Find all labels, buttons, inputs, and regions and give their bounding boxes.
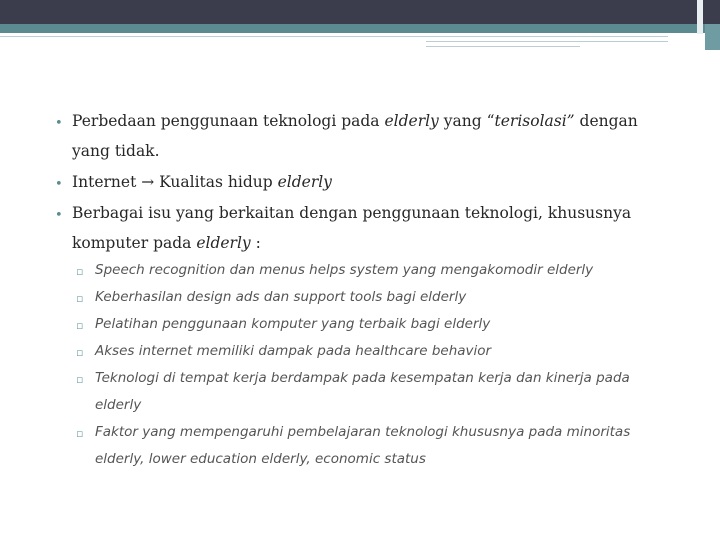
bullet-3-text: komputer pada [72,234,197,252]
bullet-1-text-mid: yang “ [438,112,495,130]
bullet-3-line-1: Berbagai isu yang berkaitan dengan penggunaan teknologi, khususnya [72,204,632,222]
bullet-2 [72,173,332,191]
square-bullet-icon: ▫ [76,292,84,305]
bullet-3-line-2 [72,234,261,252]
bullet-1-text-post: dengan [574,112,638,130]
bullet-3-text-post: : [250,234,261,252]
bullet-1-em-elderly: elderly [384,112,439,130]
bullet-marker: • [55,177,63,192]
bullet-1-line-1 [72,112,638,130]
square-bullet-icon: ▫ [76,427,84,440]
subbullet-4: Akses internet memiliki dampak pada healthcare behavior [95,343,492,359]
subbullet-5-line-2: elderly [95,397,142,413]
square-bullet-icon: ▫ [76,265,84,278]
bullet-3-em-elderly: elderly [196,234,251,252]
square-bullet-icon: ▫ [76,346,84,359]
bullet-2-em-elderly: elderly [277,173,332,191]
bullet-1-text: Perbedaan penggunaan teknologi pada [72,112,385,130]
bullet-2-text: Internet [72,173,142,191]
square-bullet-icon: ▫ [76,319,84,332]
subbullet-6-line-1: Faktor yang mempengaruhi pembelajaran teknologi khususnya pada minoritas [95,424,631,440]
bullet-1-em-terisolasi: terisolasi” [494,112,575,130]
subbullet-5-line-1: Teknologi di tempat kerja berdampak pada kesempatan kerja dan kinerja pada [95,370,630,386]
bullet-marker: • [55,116,63,131]
subbullet-2: Keberhasilan design ads dan support tools bagi elderly [95,289,467,305]
square-bullet-icon: ▫ [76,373,84,386]
subbullet-6-line-2: elderly, lower education elderly, economic status [95,451,426,467]
bullet-marker: • [55,208,63,223]
subbullet-1: Speech recognition dan menus helps system yang mengakomodir elderly [95,262,594,278]
bullet-1-line-2: yang tidak. [72,142,160,160]
arrow-right-icon: → [141,173,155,191]
subbullet-3: Pelatihan penggunaan komputer yang terbaik bagi elderly [95,316,491,332]
bullet-2-text-mid: Kualitas hidup [154,173,278,191]
